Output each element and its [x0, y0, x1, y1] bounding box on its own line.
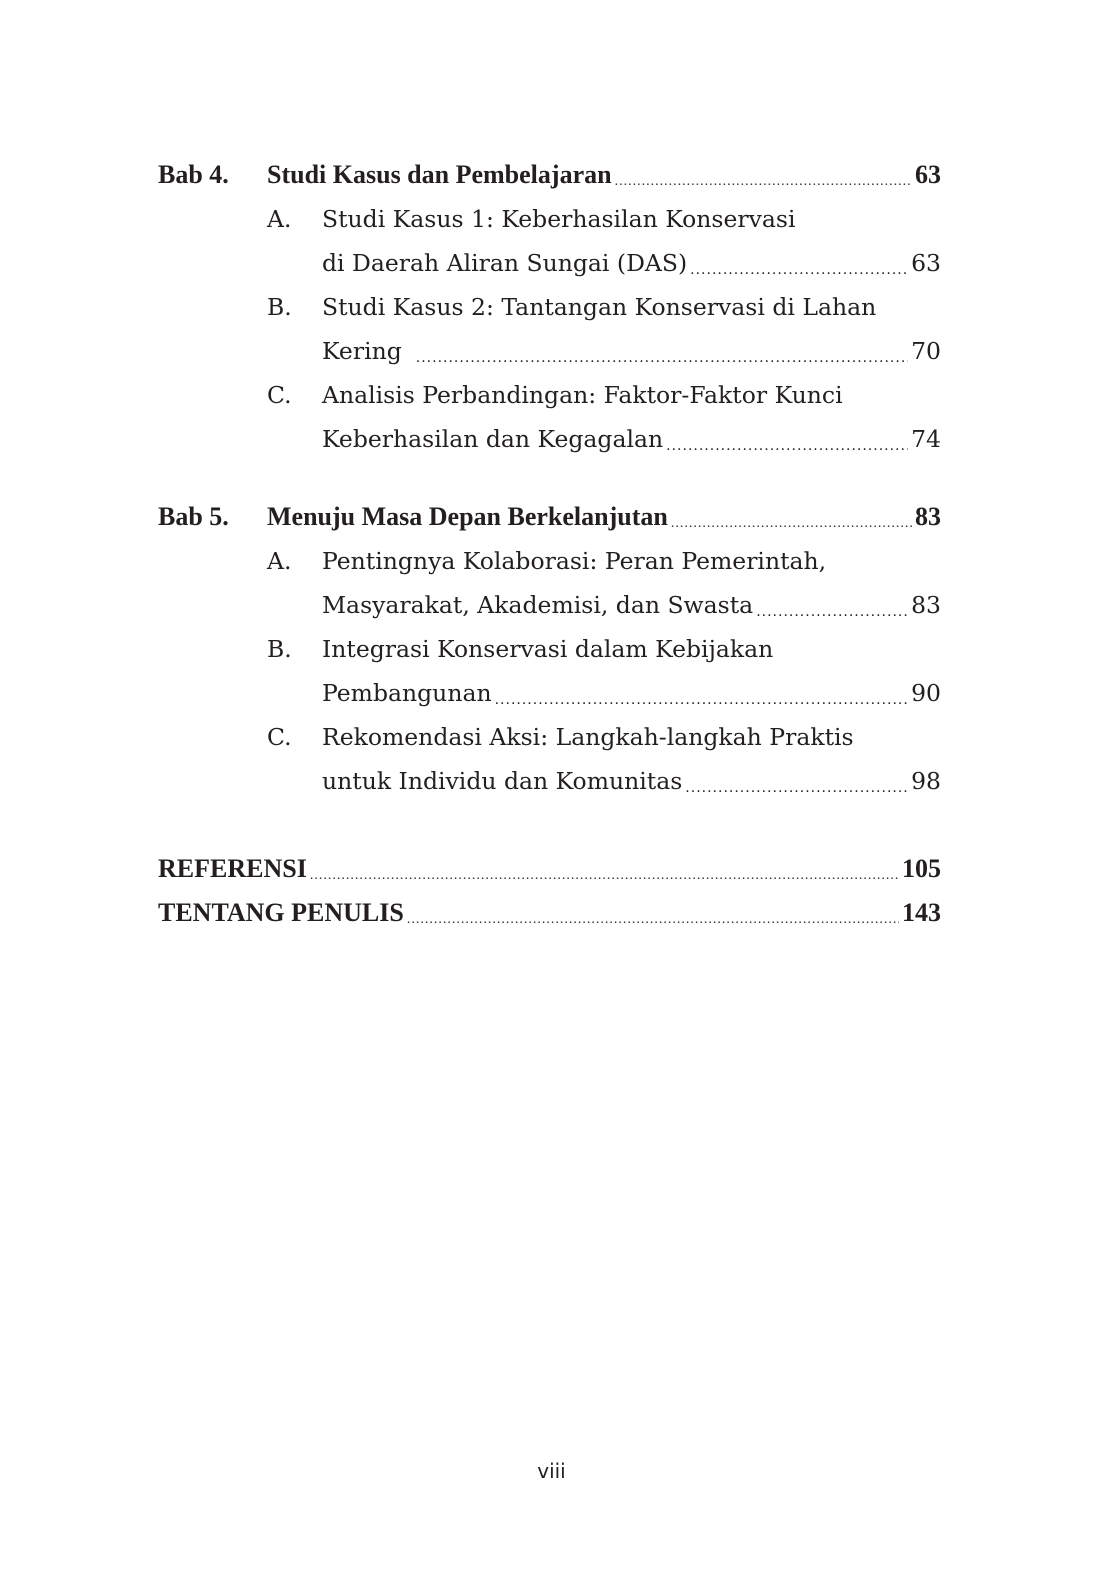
dot-leader: [756, 583, 908, 627]
section-line: [158, 373, 941, 417]
section-title: Masyarakat, Akademisi, dan Swasta: [322, 591, 754, 619]
dot-leader: [407, 891, 899, 935]
dot-leader: [690, 241, 908, 285]
section-title: Rekomendasi Aksi: Langkah-langkah Praktis: [322, 723, 854, 751]
section-line: [322, 671, 941, 715]
page-number: 70: [911, 337, 941, 365]
chapter-number: Bab 5.: [158, 502, 229, 531]
section-line: [158, 285, 941, 329]
page-number: 143: [902, 898, 941, 927]
chapter-title: Studi Kasus dan Pembelajaran: [267, 160, 612, 189]
chapter-number: Bab 4.: [158, 160, 229, 189]
section-line: [322, 329, 941, 373]
chapter-5: [158, 495, 941, 803]
entry-title: TENTANG PENULIS: [158, 898, 404, 927]
page-number: 105: [902, 854, 941, 883]
section-line: [158, 627, 941, 671]
page-number: 83: [915, 502, 941, 531]
section-letter: B.: [267, 635, 292, 663]
section-letter: A.: [267, 205, 292, 233]
folio-page-number: viii: [537, 1459, 566, 1483]
dot-leader: [416, 329, 908, 373]
section-title: untuk Individu dan Komunitas: [322, 767, 683, 795]
dot-leader: [495, 671, 908, 715]
section-line: [158, 715, 941, 759]
section-line: [322, 241, 941, 285]
page-number: 63: [911, 249, 941, 277]
section-line: [158, 539, 941, 583]
dot-leader: [671, 495, 912, 539]
section-title: di Daerah Aliran Sungai (DAS): [322, 249, 688, 277]
section-title: Pembangunan: [322, 679, 492, 707]
section-line: [322, 759, 941, 803]
section-title: Studi Kasus 1: Keberhasilan Konservasi: [322, 205, 796, 233]
section-letter: C.: [267, 381, 292, 409]
page-number: 98: [911, 767, 941, 795]
page-number: 90: [911, 679, 941, 707]
entry-title: REFERENSI: [158, 854, 307, 883]
section-line: [322, 583, 941, 627]
dot-leader: [685, 759, 908, 803]
page-number: 74: [911, 425, 941, 453]
page-number: 63: [915, 160, 941, 189]
section-title: Keberhasilan dan Kegagalan: [322, 425, 664, 453]
section-title: Integrasi Konservasi dalam Kebijakan: [322, 635, 774, 663]
dot-leader: [310, 847, 899, 891]
chapter-title: Menuju Masa Depan Berkelanjutan: [267, 502, 668, 531]
dot-leader: [666, 417, 908, 461]
section-title: Kering: [322, 337, 402, 365]
chapter-heading: [158, 153, 941, 197]
toc-entry-tentang-penulis: [158, 891, 941, 935]
section-letter: C.: [267, 723, 292, 751]
page-number: 83: [911, 591, 941, 619]
section-line: [322, 417, 941, 461]
dot-leader: [615, 153, 912, 197]
section-title: Analisis Perbandingan: Faktor-Faktor Kunci: [322, 381, 843, 409]
section-letter: A.: [267, 547, 292, 575]
chapter-heading: [158, 495, 941, 539]
section-title: Studi Kasus 2: Tantangan Konservasi di Lahan: [322, 293, 877, 321]
section-letter: B.: [267, 293, 292, 321]
chapter-4: [158, 153, 941, 461]
toc-entry-referensi: [158, 847, 941, 891]
section-line: [158, 197, 941, 241]
section-title: Pentingnya Kolaborasi: Peran Pemerintah,: [322, 547, 827, 575]
table-of-contents: [158, 153, 941, 935]
